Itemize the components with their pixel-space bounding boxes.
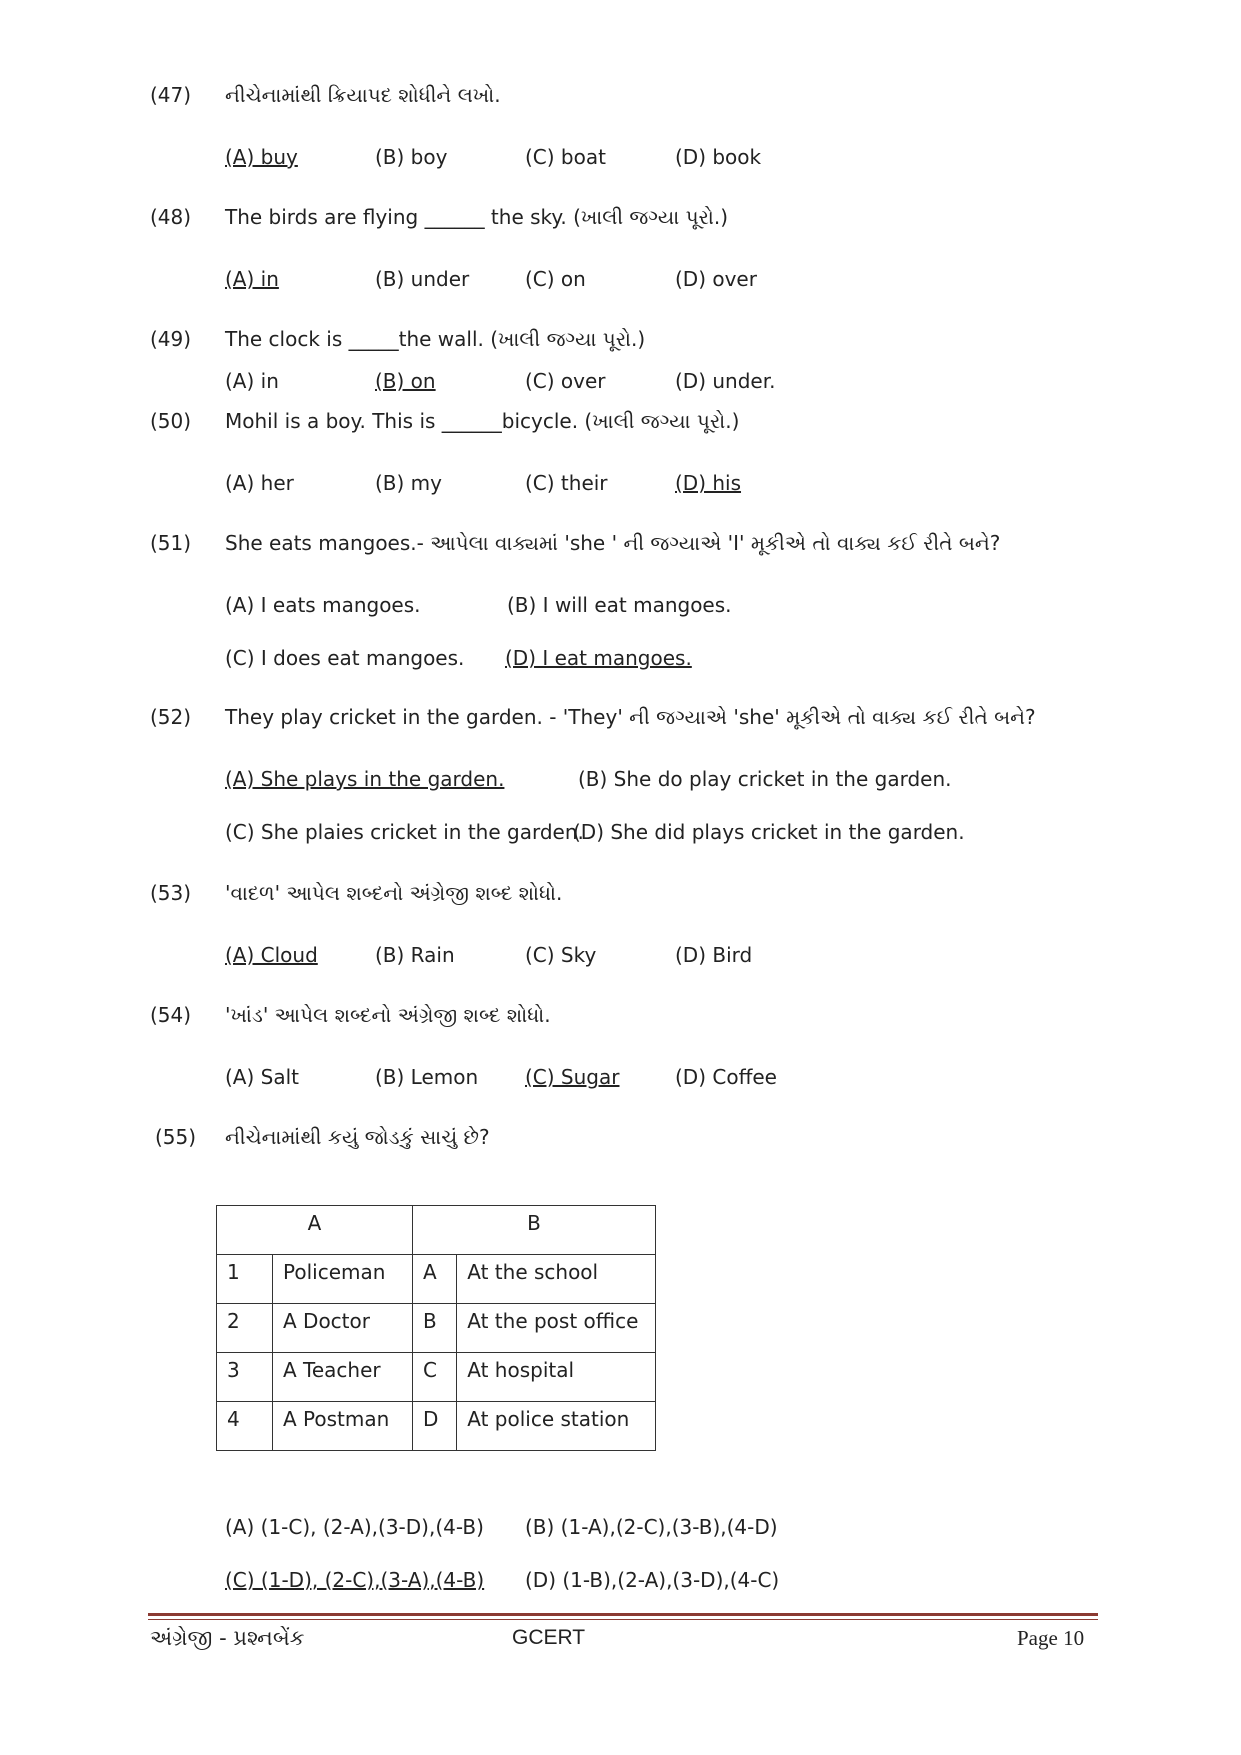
question-text: Mohil is a boy. This is ______bicycle. (ખાલી જગ્યા પૂરો.): [225, 409, 740, 433]
table-row: [217, 1402, 656, 1451]
option-a: (A) (1-C), (2-A),(3-D),(4-B): [225, 1515, 484, 1539]
option-a: (A) in: [225, 369, 279, 393]
option-c: (C) Sugar: [525, 1065, 620, 1089]
question-text: નીચેનામાંથી કયું જોડકું સાચું છે?: [225, 1125, 490, 1149]
question-number: (50): [150, 409, 192, 433]
option-d: (D) Bird: [675, 943, 753, 967]
question-number: (53): [150, 881, 192, 905]
option-a: (A) Salt: [225, 1065, 299, 1089]
table-row: [217, 1353, 656, 1402]
question-text: The clock is _____the wall. (ખાલી જગ્યા પૂરો.): [225, 327, 646, 351]
option-d: (D) over: [675, 267, 757, 291]
footer-subject: અંગ્રેજી - પ્રશ્નબેંક: [150, 1626, 305, 1650]
column-a-cell: Policeman: [273, 1255, 413, 1304]
row-number: 1: [217, 1255, 273, 1304]
row-letter: B: [413, 1304, 457, 1353]
option-c: (C) She plaies cricket in the garden.: [225, 820, 584, 844]
option-a: (A) Cloud: [225, 943, 318, 967]
option-d: (D) She did plays cricket in the garden.: [573, 820, 965, 844]
option-d: (D) his: [675, 471, 742, 495]
row-number: 3: [217, 1353, 273, 1402]
footer-publisher: GCERT: [512, 1626, 586, 1649]
option-c: (C) over: [525, 369, 606, 393]
row-letter: A: [413, 1255, 457, 1304]
column-a-cell: A Postman: [273, 1402, 413, 1451]
footer-rule-thin: [148, 1619, 1098, 1620]
question-number: (47): [150, 83, 192, 107]
question-number: (51): [150, 531, 192, 555]
question-text: નીચેનામાંથી ક્રિયાપદ શોધીને લખો.: [225, 83, 501, 107]
question-text: She eats mangoes.- આપેલા વાક્યમાં 'she ' ની જગ્યાએ 'I' મૂકીએ તો વાક્ય કઈ રીતે બને?: [225, 531, 1001, 555]
row-letter: C: [413, 1353, 457, 1402]
question-text: 'વાદળ' આપેલ શબ્દનો અંગ્રેજી શબ્દ શોધો.: [225, 881, 563, 905]
question-number: (55): [155, 1125, 197, 1149]
match-table: [216, 1205, 656, 1451]
row-letter: D: [413, 1402, 457, 1451]
row-number: 2: [217, 1304, 273, 1353]
option-b: (B) Lemon: [375, 1065, 479, 1089]
question-text: They play cricket in the garden. - 'They' ની જગ્યાએ 'she' મૂકીએ તો વાક્ય કઈ રીતે બને?: [225, 705, 1036, 729]
column-b-cell: At police station: [457, 1402, 656, 1451]
option-b: (B) on: [375, 369, 436, 393]
option-c: (C) Sky: [525, 943, 597, 967]
question-text: The birds are flying ______ the sky. (ખાલી જગ્યા પૂરો.): [225, 205, 729, 229]
column-b-header: B: [413, 1206, 656, 1255]
row-number: 4: [217, 1402, 273, 1451]
option-c: (C) on: [525, 267, 586, 291]
column-b-cell: At the school: [457, 1255, 656, 1304]
column-a-header: A: [217, 1206, 413, 1255]
option-a: (A) her: [225, 471, 294, 495]
option-d: (D) under.: [675, 369, 776, 393]
option-b: (B) (1-A),(2-C),(3-B),(4-D): [525, 1515, 778, 1539]
option-d: (D) Coffee: [675, 1065, 777, 1089]
question-number: (49): [150, 327, 192, 351]
table-row: [217, 1255, 656, 1304]
option-b: (B) my: [375, 471, 443, 495]
option-a: (A) I eats mangoes.: [225, 593, 421, 617]
option-c: (C) their: [525, 471, 608, 495]
column-a-cell: A Doctor: [273, 1304, 413, 1353]
option-d: (D) I eat mangoes.: [505, 646, 692, 670]
option-c: (C) I does eat mangoes.: [225, 646, 465, 670]
column-b-cell: At the post office: [457, 1304, 656, 1353]
question-number: (48): [150, 205, 192, 229]
question-text: 'ખાંડ' આપેલ શબ્દનો અંગ્રેજી શબ્દ શોધો.: [225, 1003, 551, 1027]
option-b: (B) She do play cricket in the garden.: [578, 767, 952, 791]
match-table-header: [217, 1206, 656, 1255]
option-b: (B) I will eat mangoes.: [507, 593, 732, 617]
option-c: (C) (1-D), (2-C),(3-A),(4-B): [225, 1568, 485, 1592]
option-b: (B) Rain: [375, 943, 455, 967]
option-c: (C) boat: [525, 145, 606, 169]
option-a: (A) buy: [225, 145, 298, 169]
option-a: (A) in: [225, 267, 279, 291]
footer-rule-thick: [148, 1613, 1098, 1616]
column-a-cell: A Teacher: [273, 1353, 413, 1402]
table-row: [217, 1304, 656, 1353]
option-d: (D) (1-B),(2-A),(3-D),(4-C): [525, 1568, 780, 1592]
question-number: (54): [150, 1003, 192, 1027]
option-b: (B) boy: [375, 145, 448, 169]
option-d: (D) book: [675, 145, 762, 169]
option-b: (B) under: [375, 267, 470, 291]
column-b-cell: At hospital: [457, 1353, 656, 1402]
question-number: (52): [150, 705, 192, 729]
option-a: (A) She plays in the garden.: [225, 767, 505, 791]
page-number: Page 10: [1017, 1626, 1085, 1650]
